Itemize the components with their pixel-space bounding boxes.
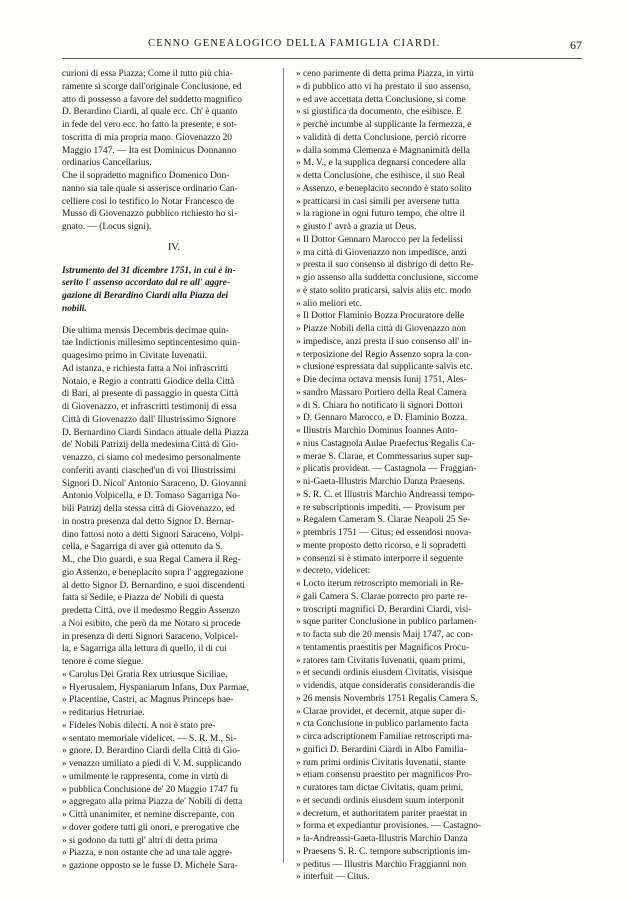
text-line: Antonio Volpicella, e D. Tomaso Sagarriga No-: [62, 491, 240, 502]
text-line: » la ragione in ogni futuro tempo, che oltre il: [296, 209, 465, 220]
text-line: » pubblica Conclusione de' 20 Maggio 1747 fu: [62, 784, 238, 795]
text-line: nobili.: [62, 303, 87, 314]
text-line: gazione di Berardino Ciardi alla Piazza dei: [62, 291, 229, 301]
text-line: D. Bernardino Ciardi Sindaco attuale della Piazza: [62, 427, 249, 438]
text-line: » Piazze Nobili della città di Giovenazzo non: [296, 324, 466, 334]
text-line: » ni-Gaeta-Illustris Marchio Danza Praesens.: [296, 477, 465, 487]
text-line: » M. V., e la supplica degnarsi concedere alla: [296, 158, 466, 169]
text-line: » troscripti magnifici D. Berardini Ciardi, visi-: [296, 604, 472, 615]
paragraph: [296, 425, 522, 578]
text-line: » D. Gennaro Marocco, e D. Flaminio Bozza.: [296, 413, 468, 424]
text-line: » tentamentis praestitis per Magnificos Procu-: [296, 642, 470, 653]
text-line: « Fideles Nobis dilecti. A noi è stato pre-: [62, 720, 216, 731]
section-number: IV.: [167, 241, 181, 253]
text-line: nanno sia tale quale si asserisce ordinario Can-: [62, 183, 238, 194]
text-line: » reditarius Hetruriae.: [62, 708, 145, 718]
text-line: » si giustifica da documento, che esibisce. E: [296, 107, 462, 118]
text-line: » S. R. C. et Illustris Marchio Andreassi tempo-: [296, 489, 475, 500]
left-column: [62, 68, 286, 873]
text-line: tenore è come siegue.: [62, 657, 144, 667]
text-line: ramente si scorge dall'originale Conclusione, ed: [62, 81, 242, 92]
text-line: venazzo, ci siamo col medesimo personalmente: [62, 453, 241, 463]
text-line: » gnore. D. Berardino Ciardi della Città di Gio-: [62, 746, 241, 757]
text-line: celliere così lo testifico lo Notar Francesco de: [62, 196, 235, 207]
text-line: « Il Dottor Gennaro Marocco per la fedelissi: [296, 234, 463, 245]
text-line: » terposizione del Regio Assenzo sopra la con-: [296, 349, 472, 360]
text-line: » Regalem Cameram S. Clarae Neapoli 25 Se-: [296, 515, 471, 526]
text-line: tae Indictionis millesimo septincentesimo quin-: [62, 338, 241, 349]
text-line: » mente proposto detto ricorso, e li sopradetti: [296, 540, 467, 551]
text-line: in nostra presenza dal detto Signor D. Bernar-: [62, 516, 235, 527]
paragraph: [296, 310, 522, 374]
text-line: » Assenzo, e beneplacito secondo è stato solito: [296, 183, 472, 194]
text-line: al detto Signor D. Bernardino, e suoi discendenti: [62, 580, 246, 591]
text-line: » impedisce, anzi presta il suo consenso all' in-: [296, 336, 472, 347]
text-line: » clusione espressata dal supplicante salvis etc.: [296, 362, 473, 373]
text-line: » ceno parimente di detta prima Piazza, in virtù: [296, 69, 474, 79]
paragraph: [62, 669, 286, 720]
text-line: » Clarae providet, et decernit, atque super di-: [296, 706, 466, 717]
text-line: bili Patrizj della stessa città di Giovenazzo, ed: [62, 504, 235, 514]
paragraph: [296, 578, 522, 884]
text-line: » nius Castagnola Aulae Praefectus Regalis Ca-: [296, 438, 475, 449]
text-line: » umilmente le rappresenta, come in virtù di: [62, 771, 229, 782]
text-line: atto di possesso a favore del suddetto magnifico: [62, 94, 242, 105]
text-line: » etiam consensu praestito per magnificos Pro-: [296, 770, 472, 781]
paragraph: [62, 325, 286, 363]
paragraph: [62, 170, 286, 234]
text-line: » Hyerusalem, Hyspaniarum Infans, Dux Parmae,: [62, 682, 249, 693]
text-line: » dover godere tutti gli onori, e prerogative che: [62, 822, 240, 833]
paragraph: [62, 363, 286, 669]
text-line: » interfuit — Citus.: [296, 872, 370, 883]
text-line: » to facta sub die 20 mensis Maij 1747, ac con-: [296, 630, 474, 640]
text-line: « Die decima octava mensis Iunij 1751, Ales-: [296, 375, 467, 385]
text-line: » decretum, et authoritatem pariter praestat in: [296, 808, 468, 819]
paragraph: [296, 374, 522, 425]
text-line: » ed ave accettata detta Conclusione, si come: [296, 94, 466, 105]
text-line: » validità di detta Conclusione, perciò ricorre: [296, 132, 466, 143]
text-line: » Placentiae, Castri, ac Magnus Princeps hae-: [62, 695, 234, 706]
text-line: » dalla somma Clemenza e Magnanimità della: [296, 145, 470, 156]
text-line: ordinarius Cancellarius.: [62, 158, 152, 169]
text-line: » aggregato alla prima Piazza de' Nobili di detta: [62, 797, 243, 808]
paragraph: [62, 68, 286, 170]
text-line: » plicatis provideat. — Castagnola — Fraggian-: [296, 464, 477, 475]
paragraph: [296, 68, 522, 234]
text-line: Notaio, e Regio a contratti Giodice della Città: [62, 376, 235, 387]
text-line: serito l' assenso accordato dal re all' aggre-: [62, 278, 230, 289]
text-line: » gali Camera S. Clarae porrecto pro parte re-: [296, 591, 468, 602]
text-line: « Illustris Marchio Dominus Ioannes Anto-: [296, 426, 458, 436]
text-line: » peditus — Illustris Marchio Fraggianni non: [296, 859, 467, 870]
text-line: quagesimo primo in Civitate Iuvenatii.: [62, 351, 208, 361]
text-line: » Praesens S. R. C. tempore subscriptionis im-: [296, 846, 471, 857]
text-line: » gio assenso alla suddetta conclusione, siccome: [296, 273, 478, 283]
text-line: « Locto iterum retroscripto memoriali in Re-: [296, 579, 464, 589]
text-line: » ma città di Giovenazzo non impedisce, anzi: [296, 247, 467, 258]
text-line: fatta si Sedile, e Piazza de' Nobili di questa: [62, 593, 224, 604]
right-column: [296, 68, 522, 884]
text-line: » perchè incumbe al supplicante la fermezza, e: [296, 120, 472, 130]
paragraph: [62, 720, 286, 873]
text-line: « Carolus Dei Gratia Rex utriusque Siciliae,: [62, 669, 228, 680]
paragraph: [296, 234, 522, 311]
text-line: dino fattosi noto a detti Signori Saraceno, Volpi-: [62, 529, 244, 540]
text-line: Città di Giovenazzo dall' Illustrissimo Signore: [62, 414, 236, 425]
text-line: » sque pariter Conclusione in publico parlamen-: [296, 617, 477, 628]
text-line: » è stato solito praticarsi, salvis aliis etc. modo: [296, 285, 471, 296]
text-line: de' Nobili Patrizij della medesima Città di Gio-: [62, 440, 239, 451]
text-line: » curatores tam dictae Civitatis, quam primi,: [296, 783, 464, 793]
text-line: » gnifici D. Berardini Ciardi in Albo Familia-: [296, 744, 467, 755]
running-title: CENNO GENEALOGICO DELLA FAMIGLIA CIARDI.: [148, 38, 441, 49]
text-line: » videndis, atque consideratis considerandis die: [296, 681, 475, 691]
text-line: » circa adscriptionem Familiae retroscripti ma-: [296, 732, 473, 742]
text-line: » gazione opposto se le fusse D. Michele Sara-: [62, 861, 238, 871]
text-line: » 26 mensis Novembris 1751 Regalis Camera S.: [296, 693, 478, 704]
text-line: Che il sopradetto magnifico Domenico Don-: [62, 171, 230, 181]
document-title: [62, 265, 286, 316]
text-line: » venazzo umiliato a piedi di V. M. supplicando: [62, 759, 242, 769]
text-line: in presenza di detti Signori Saraceno, Volpicel-: [62, 631, 239, 642]
text-line: » ptembris 1751 — Citus; ed essendosi nuova-: [296, 528, 472, 538]
text-line: in fede del vero ecc. ho fatto la presente, e sot-: [62, 120, 237, 130]
text-line: » alio meliori etc.: [296, 298, 363, 309]
text-line: gio Assenzo, e beneplacito sopra l' aggregazione: [62, 567, 244, 578]
text-line: di Bari, al presente di passaggio in questa Città: [62, 389, 239, 400]
column-divider: [283, 68, 284, 863]
text-line: Musso di Giovenazzo pubblico richiesto ho si-: [62, 209, 237, 220]
text-line: M., che Dio guardi, e sua Regal Camera il Reg-: [62, 555, 241, 565]
text-line: » sandro Massaro Portiero della Real Camera: [296, 387, 467, 398]
text-line: » consenzi si è stimato interporre il seguente: [296, 553, 463, 564]
text-line: » sentato memoriale videlicet. — S. R. M., Si-: [62, 733, 237, 744]
text-line: » Città unanimiter, et nemine discrepante, con: [62, 810, 235, 820]
text-line: » et secundi ordinis eiusdem suum interponit: [296, 795, 465, 806]
text-line: toscritta di mia propria mano. Giovenazzo 20: [62, 132, 232, 143]
text-line: Maggio 1747. — Ita est Dominicus Donnanno: [62, 145, 237, 156]
text-line: a Noi esibito, che però da me Notaro si procede: [62, 618, 241, 629]
text-line: » ratores tam Civitatis Iuvenatii, quam primi,: [296, 655, 466, 666]
page-number: 67: [570, 38, 582, 52]
text-line: di Giovenazzo, et infrascritti testimonij di essa: [62, 402, 237, 412]
text-line: » detta Conclusione, che esibisce, il suo Real: [296, 171, 465, 181]
text-line: » decreto, videlicet:: [296, 566, 371, 577]
text-line: » pratticarsi in casi simili per aversene tutta: [296, 196, 460, 207]
text-line: Die ultima mensis Decembris decimae quin-: [62, 325, 229, 336]
text-line: Signori D. Nicol' Antonio Saraceno, D. Giovanni: [62, 478, 247, 489]
text-line: cella, e Sagarriga di aver già ottenuto da S.: [62, 542, 223, 553]
text-line: gnato. — (Locus signi).: [62, 222, 152, 232]
running-header: [62, 38, 582, 54]
text-line: la, e Sagarriga alla lettura di quello, il di cui: [62, 644, 227, 655]
text-line: conferiti avanti ciasched'un di voi Illustrissimi: [62, 465, 236, 476]
text-line: « Il Dottor Flaminio Bozza Procuratore delle: [296, 311, 465, 322]
header-rule: [62, 58, 582, 59]
text-line: » si godono da tutti gl' altri di detta prima: [62, 835, 218, 846]
text-line: Istrumento del 31 dicembre 1751, in cui è in-: [62, 265, 236, 276]
text-line: » la-Andreassi-Gaeta-Illustris Marchio Danza: [296, 834, 468, 844]
text-line: » di pubblico atto vi ha prestato il suo assenso,: [296, 81, 471, 92]
text-line: D. Berardino Ciardi, al quale ecc. Ch' è quanto: [62, 107, 238, 118]
text-line: » Piazza, e non ostante che ad una tale aggre-: [62, 848, 233, 859]
text-line: » rum primi ordinis Civitatis Iuvenatii, stante: [296, 757, 466, 768]
text-line: » forma et expediantur provisiones. — Castagno-: [296, 821, 482, 832]
text-line: Ad istanza, e richiesta fatta a Noi infrascritti: [62, 363, 229, 374]
text-line: predetta Città, ove il medesmo Reggio Assenzo: [62, 606, 240, 616]
text-line: » cta Conclusione in publico parlamento facta: [296, 719, 469, 730]
text-line: » presta il suo consenso al disbrigo di detto Re-: [296, 260, 474, 271]
text-line: » di S. Chiara ho notificato li signori Dottori: [296, 400, 463, 411]
text-line: curioni di essa Piazza; Come il tutto più chia-: [62, 69, 233, 79]
text-line: » merae S. Clarae, et Commessarius super sup-: [296, 451, 473, 462]
text-line: » giusto l' avrà a grazia ut Deus.: [296, 222, 417, 232]
text-line: » et secundi ordinis eiusdem Civitatis, visisque: [296, 668, 473, 679]
spacer: [62, 316, 286, 325]
text-line: » re subscriptionis impediti. — Provisum per: [296, 502, 465, 513]
